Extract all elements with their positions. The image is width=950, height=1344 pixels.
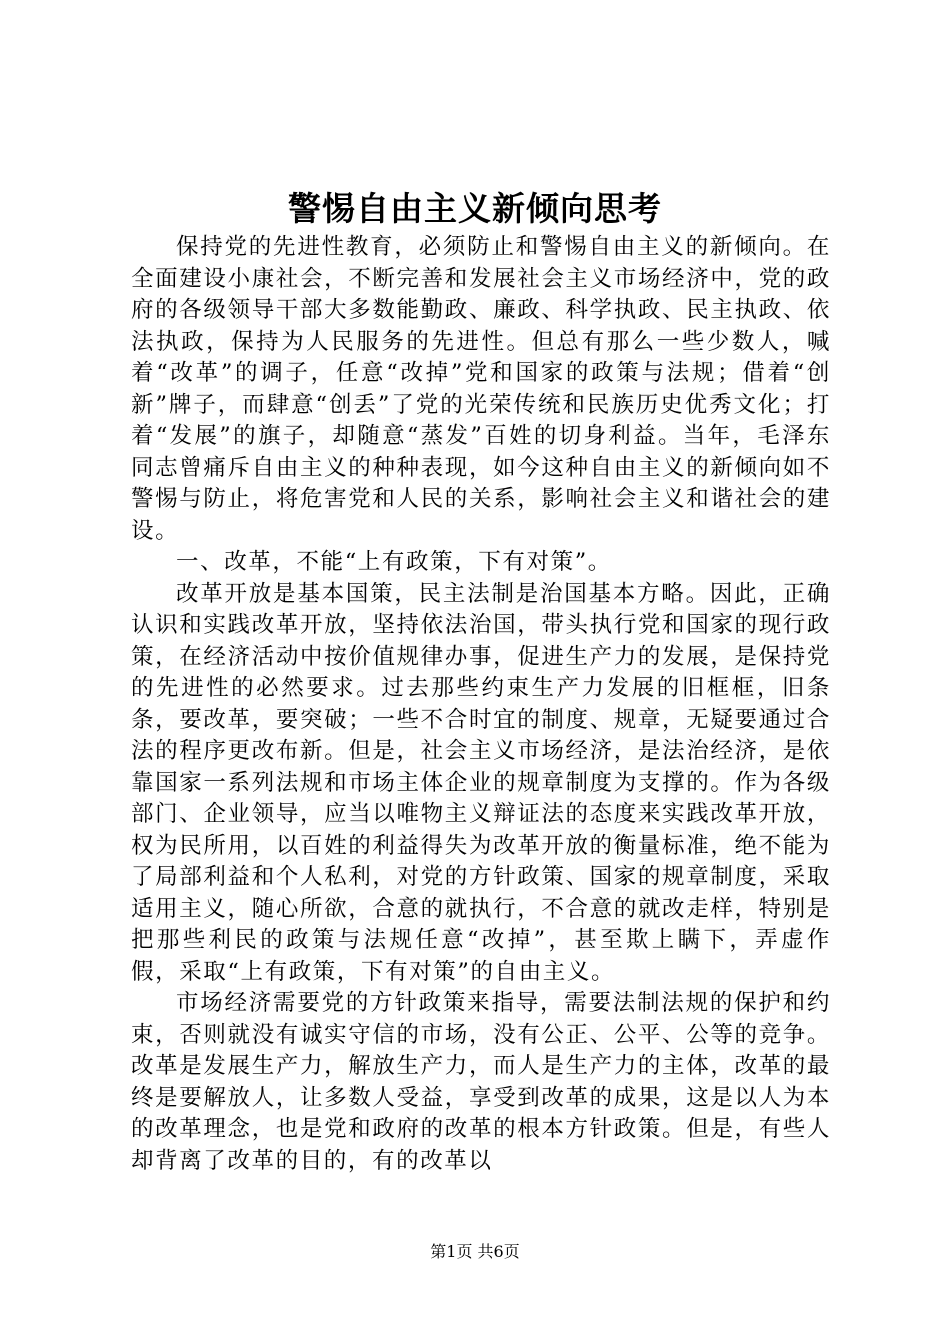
document-title: 警惕自由主义新倾向思考 — [288, 189, 662, 228]
paragraph-reform: 改革开放是基本国策，民主法制是治国基本方略。因此，正确认识和实践改革开放，坚持依法治国，带头执行党和国家的现行政策，在经济活动中按价值规律办事，促进生产力的发展，是保持党的先进性的必然要求。过去那些约束生产力发展的旧框框，旧条条，要改革，要突破；一些不合时宜的制度、规章，无疑要通过合法的程序更改布新。但是，社会主义市场经济，是法治经济，是依靠国家一系列法规和市场主体企业的规章制度为支撑的。作为各级部门、企业领导，应当以唯物主义辩证法的态度来实践改革开放，权为民所用，以百姓的利益得失为改革开放的衡量标准，绝不能为了局部利益和个人私利，对党的方针政策、国家的规章制度，采取适用主义，随心所欲，合意的就执行，不合意的就改走样，特别是把那些利民的政策与法规任意“改掉”，甚至欺上瞒下，弄虚作假，采取“上有政策，下有对策”的自由主义。 — [131, 580, 831, 985]
document-body — [131, 232, 831, 1177]
page-footer: 第1页 共6页 — [430, 1242, 520, 1261]
paragraph-intro: 保持党的先进性教育，必须防止和警惕自由主义的新倾向。在全面建设小康社会，不断完善和发展社会主义市场经济中，党的政府的各级领导干部大多数能勤政、廉政、科学执政、民主执政、依法执政，保持为人民服务的先进性。但总有那么一些少数人，喊着“改革”的调子，任意“改掉”党和国家的政策与法规；借着“创新”牌子，而肆意“创丢”了党的光荣传统和民族历史优秀文化；打着“发展”的旗子，却随意“蒸发”百姓的切身利益。当年，毛泽东同志曾痛斥自由主义的种种表现，如今这种自由主义的新倾向如不警惕与防止，将危害党和人民的关系，影响社会主义和谐社会的建设。 — [131, 234, 831, 544]
paragraph-market: 市场经济需要党的方针政策来指导，需要法制法规的保护和约束，否则就没有诚实守信的市场，没有公正、公平、公等的竞争。改革是发展生产力，解放生产力，而人是生产力的主体，改革的最终是要解放人，让多数人受益，享受到改革的成果，这是以人为本的改革理念，也是党和政府的改革的根本方针政策。但是，有些人却背离了改革的目的，有的改革以 — [131, 990, 831, 1174]
section-heading-1: 一、改革，不能“上有政策，下有对策”。 — [176, 549, 612, 575]
